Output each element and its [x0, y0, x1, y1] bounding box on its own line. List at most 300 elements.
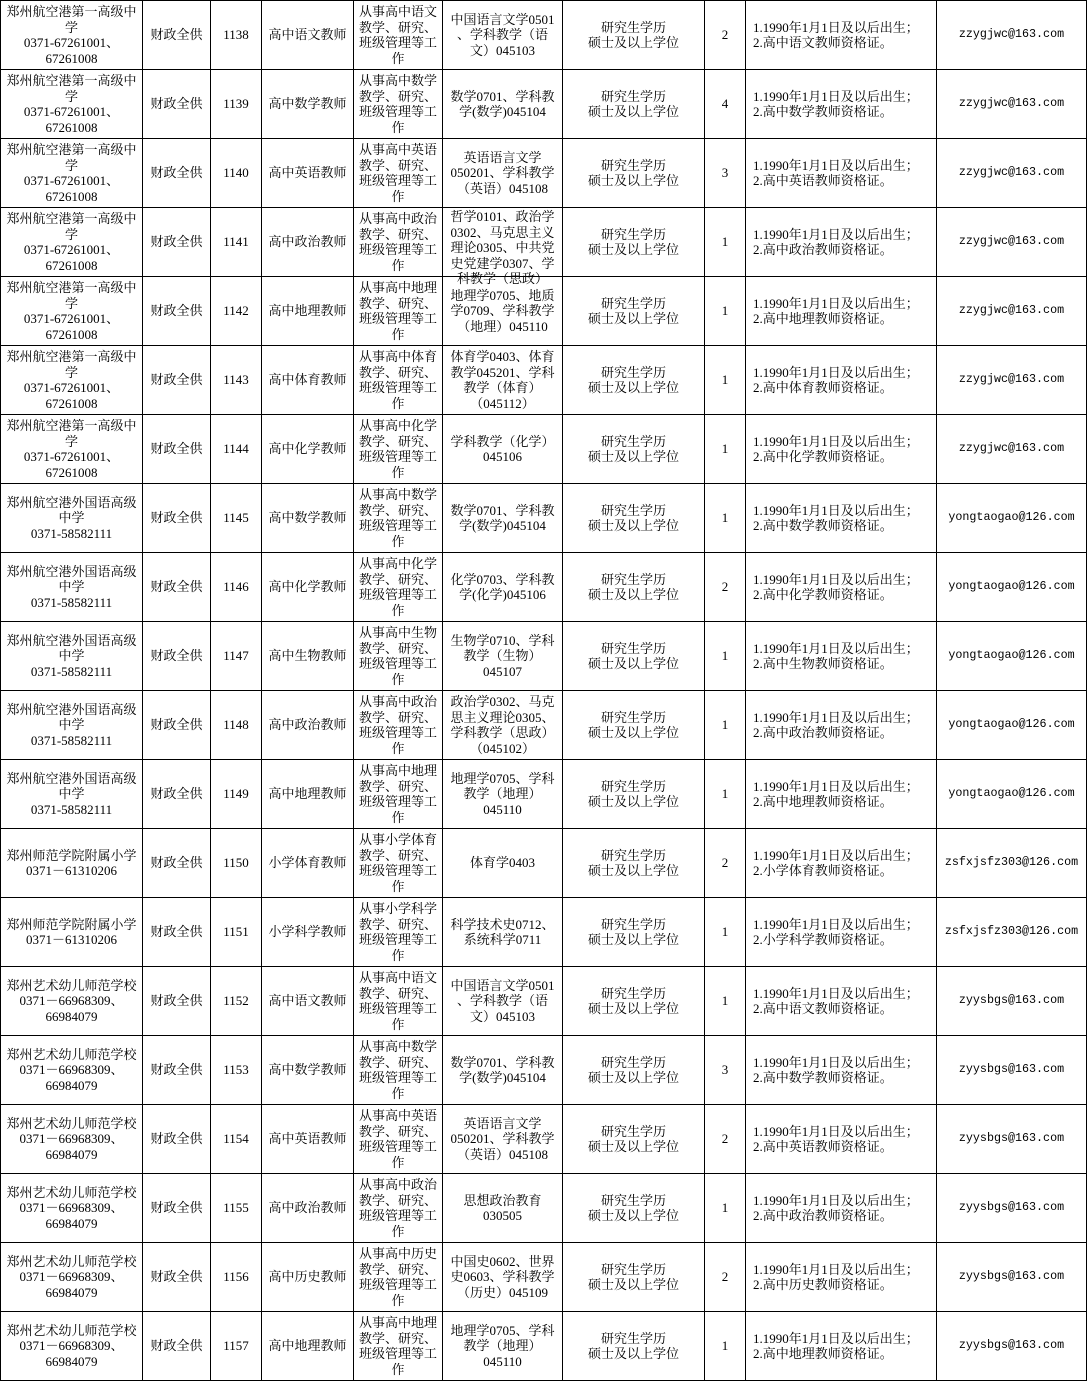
unit-name-line: 郑州师范学院附属小学	[6, 847, 137, 863]
requirements-cell	[746, 1036, 937, 1105]
email-cell	[937, 277, 1087, 346]
duty-line: 从事高中英语	[358, 1108, 437, 1123]
headcount-cell	[705, 553, 746, 622]
funding-type: 财政全供	[150, 924, 203, 940]
contact-email: yongtaogao@126.com	[948, 648, 1075, 663]
unit-cell	[0, 898, 143, 967]
duty-line: 班级管理等工	[358, 1139, 437, 1154]
duty-line: 从事高中生物	[358, 625, 437, 640]
requirements-cell	[746, 1105, 937, 1174]
funding-cell	[143, 1036, 211, 1105]
major-line: 地理学0705、学科	[450, 770, 555, 786]
unit-name-line: 郑州航空港外国语高级	[6, 701, 137, 717]
requirements-cell	[746, 70, 937, 139]
contact-email: zsfxjsfz303@126.com	[944, 855, 1079, 870]
funding-type: 财政全供	[150, 786, 203, 802]
education-line: 硕士及以上学位	[587, 35, 679, 50]
requirements-cell	[746, 622, 937, 691]
duty-line: 作	[391, 1154, 405, 1170]
major-line: 学0709、学科教学	[450, 303, 555, 319]
funding-cell	[143, 277, 211, 346]
duty-line: 从事高中地理	[358, 280, 437, 295]
position-name: 高中政治教师	[268, 717, 347, 733]
major-line: 学(数学)045104	[459, 518, 546, 533]
unit-name-line: 学	[64, 19, 78, 35]
contact-email: zzygjwc@163.com	[958, 27, 1065, 42]
major-line: 哲学0101、政治学	[450, 209, 555, 224]
position-name-cell	[262, 415, 354, 484]
unit-cell	[0, 1, 143, 70]
unit-phone-line: 0371－66968309、	[19, 1131, 124, 1147]
duty-line: 从事高中历史	[358, 1246, 437, 1261]
major-line: 系统科学0711	[463, 932, 542, 947]
headcount-cell	[705, 1, 746, 70]
duty-line: 班级管理等工	[358, 794, 437, 809]
email-cell	[937, 967, 1087, 1036]
requirement-line: 2.高中数学教师资格证。	[753, 104, 893, 119]
duty-line: 班级管理等工	[358, 863, 437, 878]
position-name-cell	[262, 1036, 354, 1105]
contact-email: zsfxjsfz303@126.com	[944, 924, 1079, 939]
major-line: 045110	[483, 1353, 522, 1369]
unit-name-line: 中学	[58, 786, 85, 802]
unit-phone-line: 66984079	[45, 1146, 98, 1162]
headcount-cell	[705, 1036, 746, 1105]
duty-line: 作	[391, 326, 405, 342]
table-row	[0, 898, 1087, 967]
major-line: 学科教学（思政）	[450, 725, 555, 740]
duties-cell	[354, 346, 443, 415]
funding-type: 财政全供	[150, 372, 203, 388]
major-line: 学(数学)045104	[459, 104, 546, 119]
duty-line: 教学、研究、	[358, 985, 437, 1001]
requirement-line: 2.高中政治教师资格证。	[753, 242, 893, 257]
funding-type: 财政全供	[150, 234, 203, 250]
position-code: 1148	[223, 717, 249, 733]
duties-cell	[354, 415, 443, 484]
table-row	[0, 139, 1087, 208]
duty-line: 从事高中体育	[358, 349, 437, 364]
requirement-line: 2.高中地理教师资格证。	[753, 1346, 893, 1361]
requirement-line: 2.高中语文教师资格证。	[753, 35, 893, 50]
requirement-line: 1.1990年1月1日及以后出生；	[753, 571, 919, 587]
unit-cell	[0, 553, 143, 622]
email-cell	[937, 622, 1087, 691]
funding-type: 财政全供	[150, 165, 203, 181]
major-cell	[443, 346, 563, 415]
unit-cell	[0, 139, 143, 208]
position-name: 高中数学教师	[268, 510, 347, 526]
major-line: 文）045103	[469, 1008, 535, 1024]
position-code-cell	[211, 70, 262, 139]
email-cell	[937, 1105, 1087, 1174]
duty-line: 班级管理等工	[358, 242, 437, 257]
duty-line: 班级管理等工	[358, 449, 437, 464]
duty-line: 作	[391, 50, 405, 66]
requirements-cell	[746, 553, 937, 622]
major-cell	[443, 1243, 563, 1312]
requirement-line: 1.1990年1月1日及以后出生；	[753, 847, 919, 863]
headcount: 3	[721, 165, 729, 181]
contact-email: yongtaogao@126.com	[948, 717, 1075, 732]
unit-name-line: 郑州艺术幼儿师范学校	[6, 1184, 137, 1200]
major-line: 化学0703、学科教	[450, 571, 555, 587]
unit-cell	[0, 622, 143, 691]
contact-email: zzygjwc@163.com	[958, 96, 1065, 111]
duties-cell	[354, 967, 443, 1036]
unit-name-line: 学	[64, 295, 78, 311]
contact-email: yongtaogao@126.com	[948, 579, 1075, 594]
major-line: 050201、学科教学	[450, 1131, 555, 1147]
position-name: 高中地理教师	[268, 1338, 347, 1354]
funding-type: 财政全供	[150, 1269, 203, 1285]
duty-line: 班级管理等工	[358, 656, 437, 671]
headcount-cell	[705, 415, 746, 484]
position-code: 1140	[223, 165, 249, 181]
duty-line: 教学、研究、	[358, 295, 437, 311]
duty-line: 从事高中政治	[358, 211, 437, 226]
duties-cell	[354, 553, 443, 622]
position-code-cell	[211, 1312, 262, 1381]
education-line: 硕士及以上学位	[587, 173, 679, 188]
major-line: 数学0701、学科教	[450, 1054, 555, 1070]
duty-line: 从事高中政治	[358, 1177, 437, 1192]
duty-line: 班级管理等工	[358, 1001, 437, 1016]
education-line: 硕士及以上学位	[587, 932, 679, 947]
unit-cell	[0, 691, 143, 760]
education-line: 硕士及以上学位	[587, 794, 679, 809]
unit-phone-line: 0371－66968309、	[19, 1062, 124, 1078]
unit-cell	[0, 1036, 143, 1105]
unit-phone-line: 0371－66968309、	[19, 1269, 124, 1285]
requirement-line: 1.1990年1月1日及以后出生；	[753, 1123, 919, 1139]
unit-name-line: 中学	[58, 510, 85, 526]
duty-line: 作	[391, 809, 405, 825]
major-line: 学(化学)045106	[459, 587, 546, 602]
duty-line: 班级管理等工	[358, 104, 437, 119]
unit-phone-line: 0371-67261001、	[23, 380, 120, 395]
position-name-cell	[262, 1312, 354, 1381]
requirement-line: 1.1990年1月1日及以后出生；	[753, 19, 919, 35]
unit-cell	[0, 415, 143, 484]
position-code-cell	[211, 1243, 262, 1312]
requirement-line: 1.1990年1月1日及以后出生；	[753, 778, 919, 794]
headcount-cell	[705, 1312, 746, 1381]
major-line: （英语）045108	[456, 180, 548, 196]
contact-email: zyysbgs@163.com	[958, 1062, 1065, 1077]
funding-cell	[143, 139, 211, 208]
requirements-cell	[746, 760, 937, 829]
education-line: 硕士及以上学位	[587, 449, 679, 464]
major-line: 、学科教学（语	[456, 993, 548, 1009]
position-code-cell	[211, 1105, 262, 1174]
unit-name-line: 中学	[58, 579, 85, 595]
position-code: 1154	[223, 1131, 249, 1147]
education-cell	[563, 1105, 705, 1174]
unit-phone-line: 66984079	[45, 1215, 98, 1231]
position-name: 高中英语教师	[268, 165, 347, 181]
email-cell	[937, 1174, 1087, 1243]
position-name-cell	[262, 691, 354, 760]
position-code: 1146	[223, 579, 249, 595]
unit-name-line: 学	[64, 433, 78, 449]
major-line: （045112）	[470, 395, 535, 411]
major-cell	[443, 1105, 563, 1174]
contact-email: zzygjwc@163.com	[958, 165, 1065, 180]
duty-line: 教学、研究、	[358, 1123, 437, 1139]
funding-type: 财政全供	[150, 441, 203, 457]
unit-phone-line: 0371-58582111	[30, 663, 113, 679]
education-line: 研究生学历	[600, 364, 666, 380]
duty-line: 作	[391, 1016, 405, 1032]
requirements-cell	[746, 1243, 937, 1312]
contact-email: yongtaogao@126.com	[948, 786, 1075, 801]
education-line: 硕士及以上学位	[587, 863, 679, 878]
funding-cell	[143, 1312, 211, 1381]
education-cell	[563, 1174, 705, 1243]
unit-phone-line: 0371-67261001、	[23, 242, 120, 257]
unit-name-line: 郑州艺术幼儿师范学校	[6, 1046, 137, 1062]
requirement-line: 1.1990年1月1日及以后出生；	[753, 157, 919, 173]
headcount-cell	[705, 346, 746, 415]
major-line: 教学（体育）	[463, 380, 542, 395]
unit-phone-line: 67261008	[45, 395, 98, 411]
education-cell	[563, 898, 705, 967]
unit-phone-line: 0371－61310206	[25, 932, 117, 947]
table-row	[0, 70, 1087, 139]
education-line: 硕士及以上学位	[587, 656, 679, 671]
contact-email: zyysbgs@163.com	[958, 1269, 1065, 1284]
major-line: 中国语言文学0501	[450, 11, 555, 27]
requirement-line: 1.1990年1月1日及以后出生；	[753, 502, 919, 518]
headcount-cell	[705, 898, 746, 967]
duties-cell	[354, 829, 443, 898]
unit-phone-line: 0371－66968309、	[19, 1338, 124, 1354]
requirement-line: 1.1990年1月1日及以后出生；	[753, 1261, 919, 1277]
position-code: 1156	[223, 1269, 249, 1285]
duty-line: 从事高中数学	[358, 73, 437, 88]
contact-email: zzygjwc@163.com	[958, 234, 1065, 249]
requirement-line: 2.高中政治教师资格证。	[753, 725, 893, 740]
position-name: 高中化学教师	[268, 579, 347, 595]
major-line: 0302、马克思主义	[450, 224, 555, 240]
duty-line: 班级管理等工	[358, 1277, 437, 1292]
duty-line: 作	[391, 1085, 405, 1101]
position-name: 小学科学教师	[268, 924, 347, 940]
education-line: 研究生学历	[600, 19, 666, 35]
unit-phone-line: 0371－66968309、	[19, 993, 124, 1009]
unit-phone-line: 0371-67261001、	[23, 311, 120, 326]
requirement-line: 1.1990年1月1日及以后出生；	[753, 1330, 919, 1346]
duty-line: 作	[391, 740, 405, 756]
requirement-line: 2.高中体育教师资格证。	[753, 380, 893, 395]
requirements-cell	[746, 967, 937, 1036]
email-cell	[937, 484, 1087, 553]
major-line: 数学0701、学科教	[450, 88, 555, 104]
education-cell	[563, 484, 705, 553]
position-name-cell	[262, 898, 354, 967]
major-line: 体育学0403、体育	[450, 349, 555, 364]
unit-name-line: 郑州艺术幼儿师范学校	[6, 1253, 137, 1269]
major-line: （045102）	[469, 740, 535, 756]
table-row	[0, 553, 1087, 622]
unit-phone-line: 66984079	[45, 1008, 98, 1024]
headcount: 1	[721, 993, 729, 1009]
major-cell	[443, 208, 563, 286]
position-code: 1147	[223, 648, 249, 664]
unit-name-line: 郑州航空港外国语高级	[6, 770, 137, 786]
position-name: 高中语文教师	[268, 993, 347, 1009]
email-cell	[937, 691, 1087, 760]
unit-phone-line: 67261008	[45, 464, 98, 480]
duties-cell	[354, 1243, 443, 1312]
education-line: 硕士及以上学位	[587, 104, 679, 119]
duty-line: 班级管理等工	[358, 932, 437, 947]
position-name-cell	[262, 139, 354, 208]
requirement-line: 2.高中数学教师资格证。	[753, 1070, 893, 1085]
duty-line: 作	[391, 188, 405, 204]
email-cell	[937, 70, 1087, 139]
requirement-line: 1.1990年1月1日及以后出生；	[753, 88, 919, 104]
education-line: 研究生学历	[600, 502, 666, 518]
contact-email: zyysbgs@163.com	[958, 1338, 1065, 1353]
requirements-cell	[746, 829, 937, 898]
major-line: 教学（地理）	[463, 786, 542, 802]
major-line: 045107	[483, 663, 522, 679]
unit-name-line: 中学	[58, 648, 85, 664]
requirement-line: 2.高中语文教师资格证。	[753, 1001, 893, 1016]
education-line: 硕士及以上学位	[587, 1346, 679, 1361]
unit-phone-line: 0371-67261001、	[23, 173, 120, 188]
unit-cell	[0, 967, 143, 1036]
contact-email: zzygjwc@163.com	[958, 372, 1065, 387]
table-row	[0, 760, 1087, 829]
unit-name-line: 郑州艺术幼儿师范学校	[6, 1115, 137, 1131]
unit-phone-line: 67261008	[45, 50, 98, 66]
major-line: 英语语言文学	[463, 1115, 542, 1131]
requirement-line: 1.1990年1月1日及以后出生；	[753, 364, 919, 380]
education-line: 硕士及以上学位	[587, 1208, 679, 1223]
unit-cell	[0, 1312, 143, 1381]
duty-line: 作	[391, 1223, 405, 1239]
education-line: 硕士及以上学位	[587, 1139, 679, 1154]
major-line: 文）045103	[469, 42, 535, 58]
funding-type: 财政全供	[150, 1200, 203, 1216]
duty-line: 作	[391, 671, 405, 687]
unit-phone-line: 0371-58582111	[30, 525, 113, 541]
position-code: 1155	[223, 1200, 249, 1216]
major-line: 英语语言文学	[463, 149, 542, 165]
duty-line: 从事高中地理	[358, 763, 437, 778]
requirements-cell	[746, 691, 937, 760]
education-cell	[563, 208, 705, 277]
position-code-cell	[211, 622, 262, 691]
major-line: （地理）045110	[457, 318, 548, 334]
funding-cell	[143, 70, 211, 139]
table-row	[0, 1105, 1087, 1174]
email-cell	[937, 898, 1087, 967]
duty-line: 作	[391, 947, 405, 963]
duties-cell	[354, 139, 443, 208]
requirement-line: 1.1990年1月1日及以后出生；	[753, 985, 919, 1001]
position-name-cell	[262, 484, 354, 553]
headcount: 1	[721, 648, 729, 664]
headcount: 1	[721, 303, 729, 319]
requirements-cell	[746, 1312, 937, 1381]
major-line: （历史）045109	[456, 1284, 548, 1300]
duty-line: 作	[391, 533, 405, 549]
contact-email: zyysbgs@163.com	[958, 1200, 1065, 1215]
funding-cell	[143, 691, 211, 760]
unit-name-line: 郑州航空港外国语高级	[6, 632, 137, 648]
duty-line: 教学、研究、	[358, 1261, 437, 1277]
unit-name-line: 郑州航空港外国语高级	[6, 494, 137, 510]
duty-line: 从事高中地理	[358, 1315, 437, 1330]
major-line: 学科教学（化学）	[450, 433, 555, 449]
education-line: 硕士及以上学位	[587, 311, 679, 326]
requirements-cell	[746, 346, 937, 415]
duty-line: 作	[391, 257, 405, 273]
education-line: 硕士及以上学位	[587, 518, 679, 533]
position-code: 1141	[223, 234, 249, 250]
duty-line: 班级管理等工	[358, 1346, 437, 1361]
requirements-cell	[746, 898, 937, 967]
position-code-cell	[211, 1, 262, 70]
headcount-cell	[705, 139, 746, 208]
requirement-line: 2.高中地理教师资格证。	[753, 794, 893, 809]
duty-line: 教学、研究、	[358, 571, 437, 587]
unit-phone-line: 0371－61310206	[25, 863, 117, 878]
unit-name-line: 学	[64, 226, 78, 242]
requirement-line: 1.1990年1月1日及以后出生；	[753, 1192, 919, 1208]
education-line: 研究生学历	[600, 226, 666, 242]
headcount: 1	[721, 1200, 729, 1216]
education-cell	[563, 967, 705, 1036]
funding-cell	[143, 208, 211, 277]
position-name-cell	[262, 967, 354, 1036]
duty-line: 从事高中化学	[358, 556, 437, 571]
headcount-cell	[705, 967, 746, 1036]
major-line: 体育学0403	[469, 855, 535, 871]
email-cell	[937, 1312, 1087, 1381]
unit-phone-line: 0371-58582111	[30, 801, 113, 817]
education-line: 研究生学历	[600, 709, 666, 725]
table-row	[0, 277, 1087, 346]
table-row	[0, 829, 1087, 898]
position-name: 高中政治教师	[268, 1200, 347, 1216]
contact-email: yongtaogao@126.com	[948, 510, 1075, 525]
requirement-line: 2.小学科学教师资格证。	[753, 932, 893, 947]
major-line: 史党建学0307、学	[450, 255, 555, 271]
education-line: 研究生学历	[600, 433, 666, 449]
funding-cell	[143, 622, 211, 691]
major-line: 045106	[483, 449, 522, 464]
duty-line: 作	[391, 395, 405, 411]
unit-phone-line: 67261008	[45, 188, 98, 204]
position-code-cell	[211, 1174, 262, 1243]
major-line: 思想政治教育	[463, 1192, 542, 1208]
email-cell	[937, 1036, 1087, 1105]
requirement-line: 2.高中化学教师资格证。	[753, 587, 893, 602]
education-line: 研究生学历	[600, 985, 666, 1001]
education-cell	[563, 346, 705, 415]
duties-cell	[354, 484, 443, 553]
major-line: 050201、学科教学	[450, 165, 555, 181]
position-code-cell	[211, 208, 262, 277]
duty-line: 班级管理等工	[358, 35, 437, 50]
funding-type: 财政全供	[150, 993, 203, 1009]
requirements-cell	[746, 139, 937, 208]
